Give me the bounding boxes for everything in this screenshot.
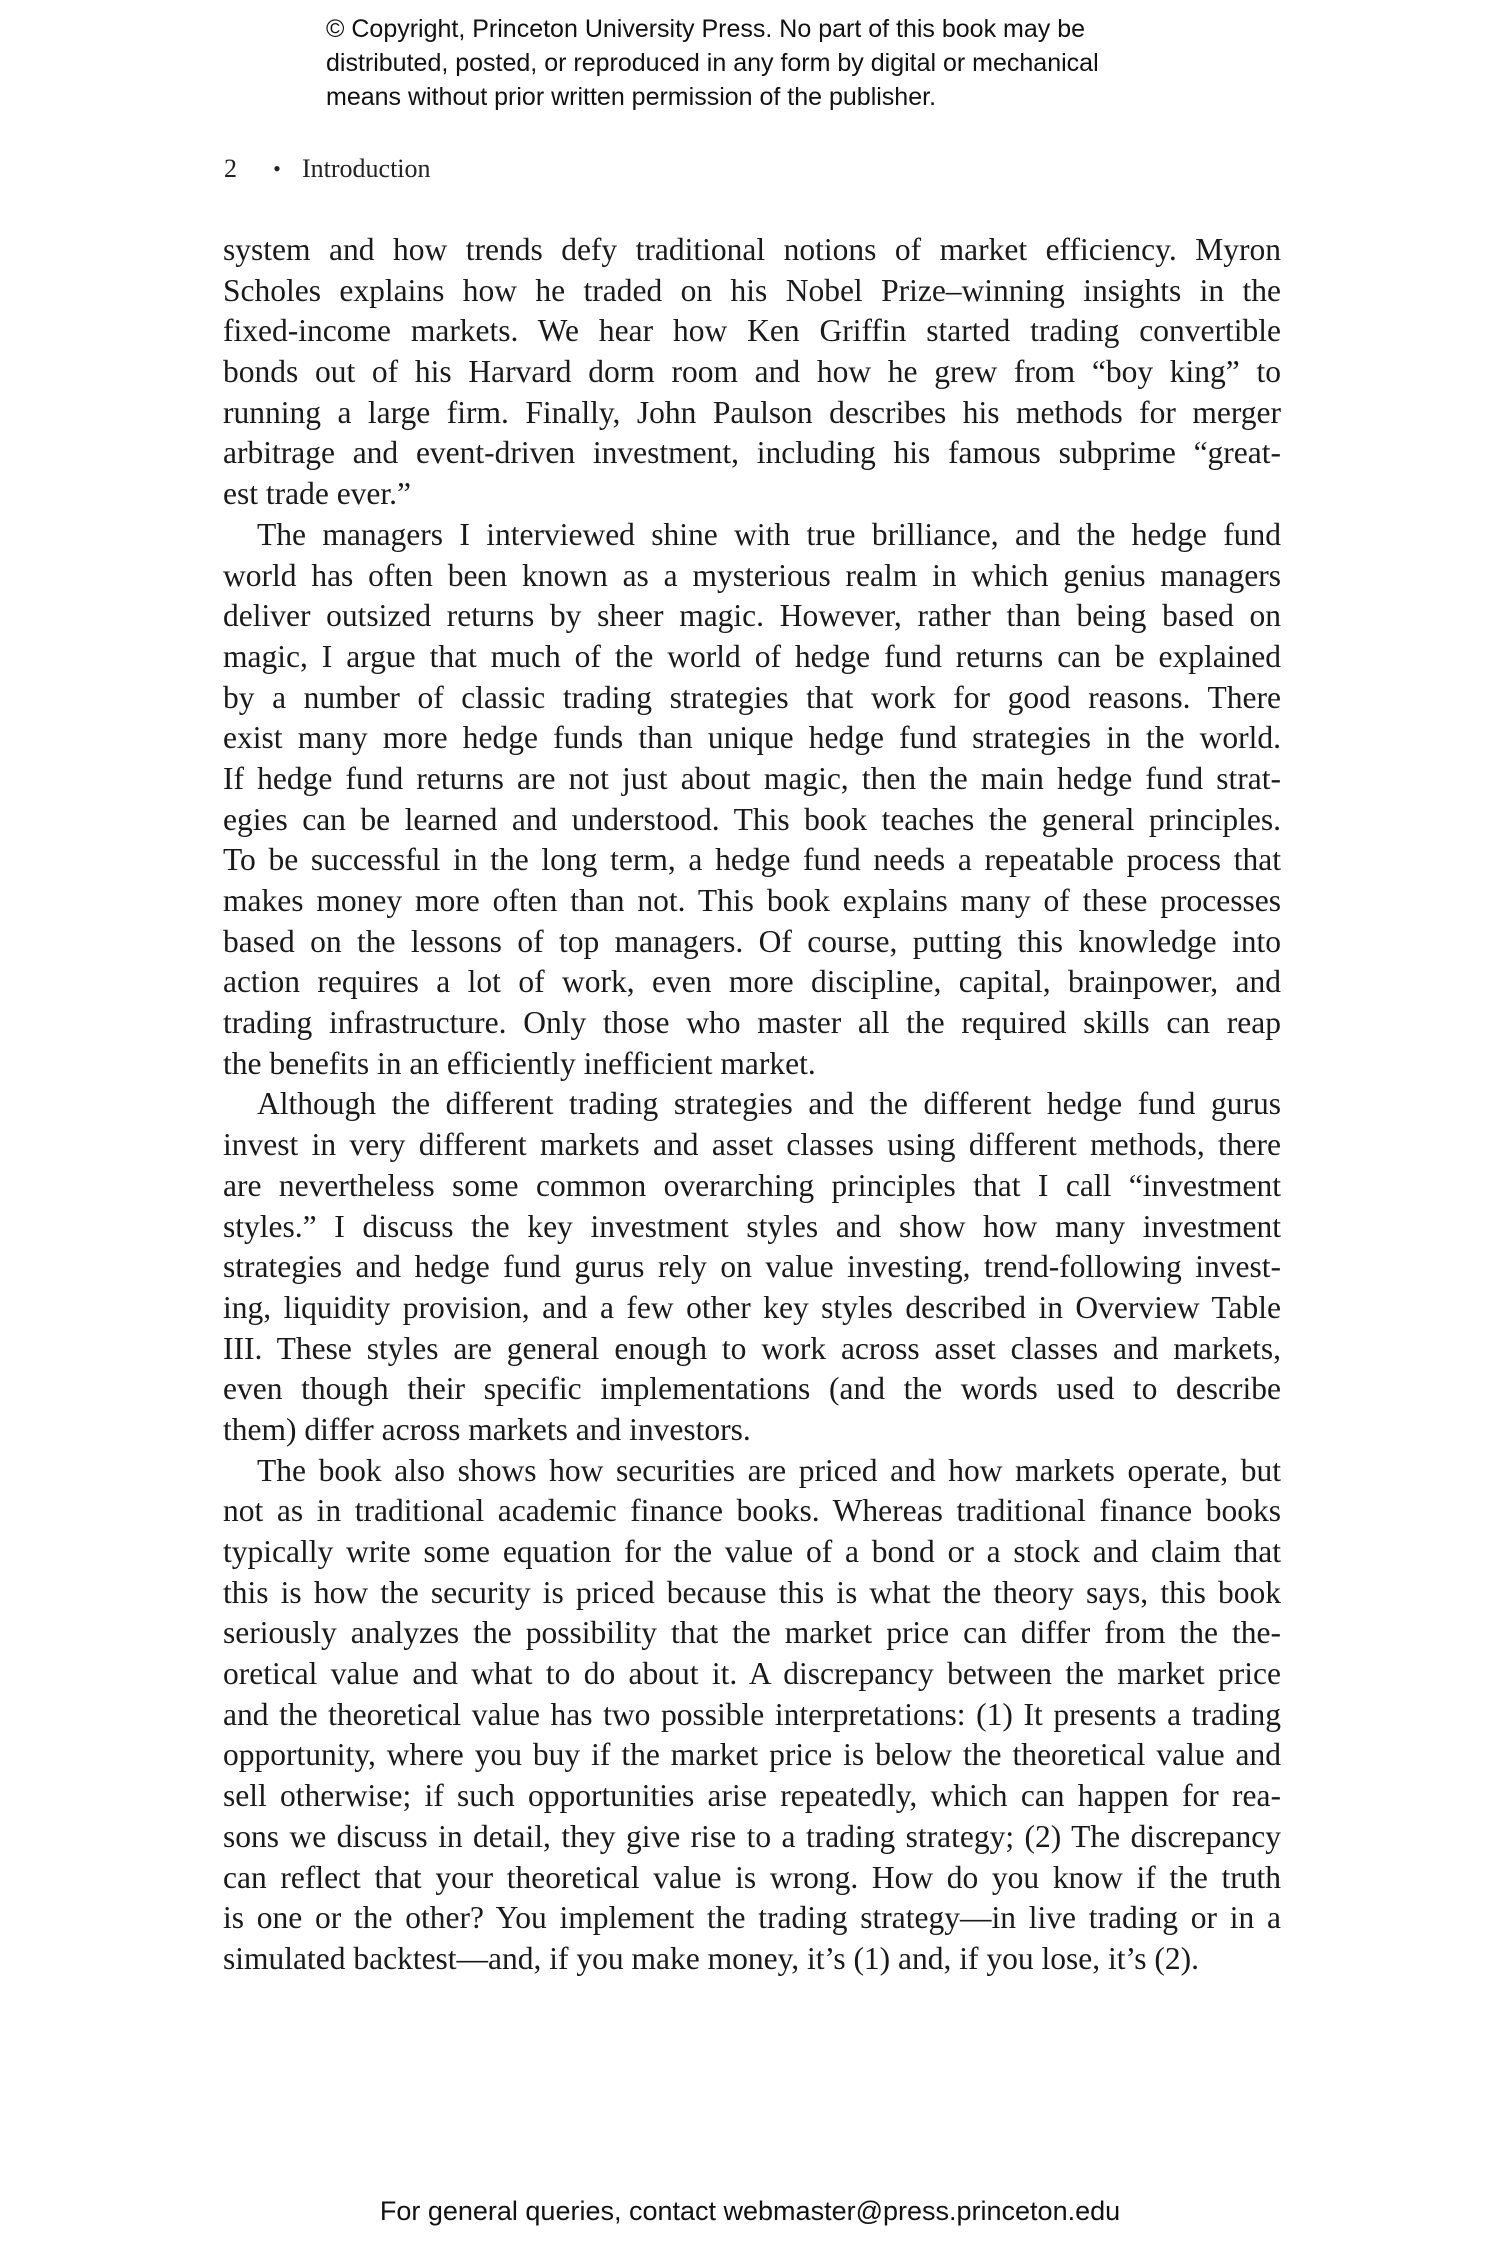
copyright-line: © Copyright, Princeton University Press. No part of this book may be: [326, 15, 1086, 43]
text-line: trading infrastructure. Only those who master all the required skills can reap: [223, 1005, 1281, 1041]
text-line: not as in traditional academic finance books. Whereas traditional finance books: [223, 1493, 1281, 1529]
footer-contact: For general queries, contact webmaster@press.princeton.edu: [379, 2196, 1121, 2226]
text-line: based on the lessons of top managers. Of course, putting this knowledge into: [223, 923, 1281, 959]
page-number: 2: [224, 154, 237, 183]
text-line: action requires a lot of work, even more discipline, capital, brainpower, and: [223, 964, 1281, 1000]
text-line: The managers I interviewed shine with true brilliance, and the hedge fund: [257, 516, 1281, 552]
text-line: sell otherwise; if such opportunities arise repeatedly, which can happen for rea-: [223, 1778, 1281, 1814]
text-line: are nevertheless some common overarching principles that I call “investment: [223, 1167, 1281, 1203]
text-line: est trade ever.”: [223, 476, 412, 512]
text-line: system and how trends defy traditional notions of market efficiency. Myron: [223, 232, 1281, 267]
paragraph: [223, 1451, 1281, 1980]
paragraph: [223, 230, 1281, 515]
text-line: If hedge fund returns are not just about magic, then the main hedge fund strat-: [223, 760, 1281, 796]
text-line: can reflect that your theoretical value is wrong. How do you know if the truth: [223, 1859, 1281, 1895]
text-line: To be successful in the long term, a hedge fund needs a repeatable process that: [223, 842, 1281, 878]
copyright-line: means without prior written permission of the publisher.: [326, 83, 937, 111]
paragraph: [223, 1084, 1281, 1450]
text-line: oretical value and what to do about it. A discrepancy between the market price: [223, 1656, 1281, 1692]
text-line: arbitrage and event-driven investment, including his famous subprime “great-: [223, 435, 1281, 471]
text-line: sons we discuss in detail, they give rise to a trading strategy; (2) The discrepancy: [223, 1818, 1281, 1854]
text-line: Scholes explains how he traded on his Nobel Prize–winning insights in the: [223, 272, 1281, 308]
text-line: fixed-income markets. We hear how Ken Griffin started trading convertible: [223, 313, 1281, 349]
text-line: deliver outsized returns by sheer magic. However, rather than being based on: [223, 598, 1281, 634]
text-line: Although the different trading strategies and the different hedge fund gurus: [257, 1086, 1281, 1122]
text-line: styles.” I discuss the key investment styles and show how many investment: [223, 1208, 1281, 1244]
text-line: The book also shows how securities are priced and how markets operate, but: [257, 1452, 1281, 1488]
text-line: this is how the security is priced because this is what the theory says, this book: [223, 1574, 1281, 1610]
text-line: them) differ across markets and investors.: [223, 1411, 751, 1447]
text-line: exist many more hedge funds than unique hedge fund strategies in the world.: [223, 720, 1281, 756]
text-line: world has often been known as a mysterious realm in which genius managers: [223, 557, 1281, 593]
text-line: magic, I argue that much of the world of hedge fund returns can be explained: [223, 638, 1281, 674]
text-line: makes money more often than not. This book explains many of these processes: [223, 883, 1281, 918]
running-head: [224, 154, 431, 184]
text-line: and the theoretical value has two possible interpretations: (1) It presents a trading: [223, 1696, 1281, 1732]
text-line: egies can be learned and understood. This book teaches the general principles.: [223, 801, 1281, 837]
text-line: bonds out of his Harvard dorm room and how he grew from “boy king” to: [223, 354, 1281, 390]
text-line: running a large firm. Finally, John Paulson describes his methods for merger: [223, 394, 1281, 430]
text-line: simulated backtest—and, if you make money, it’s (1) and, if you lose, it’s (2).: [223, 1940, 1200, 1976]
bullet-separator-icon: •: [273, 156, 281, 181]
text-line: invest in very different markets and asset classes using different methods, there: [223, 1127, 1281, 1163]
text-line: III. These styles are general enough to work across asset classes and markets,: [223, 1330, 1281, 1366]
text-line: is one or the other? You implement the trading strategy—in live trading or in a: [223, 1900, 1281, 1936]
text-line: the benefits in an efficiently inefficient market.: [223, 1045, 816, 1081]
text-line: opportunity, where you buy if the market price is below the theoretical value and: [223, 1737, 1281, 1773]
text-line: strategies and hedge fund gurus rely on value investing, trend-following invest-: [223, 1249, 1281, 1285]
copyright-line: distributed, posted, or reproduced in any form by digital or mechanical: [326, 49, 1099, 77]
paragraph: [223, 515, 1281, 1085]
text-line: seriously analyzes the possibility that the market price can differ from the the-: [223, 1615, 1281, 1651]
body-text: [223, 230, 1281, 1980]
text-line: even though their specific implementations (and the words used to describe: [223, 1371, 1281, 1407]
section-title: Introduction: [302, 154, 431, 183]
text-line: ing, liquidity provision, and a few other key styles described in Overview Table: [223, 1289, 1281, 1325]
copyright-notice: [326, 12, 1226, 114]
text-line: by a number of classic trading strategies that work for good reasons. There: [223, 679, 1281, 715]
text-line: typically write some equation for the value of a bond or a stock and claim that: [223, 1534, 1281, 1569]
